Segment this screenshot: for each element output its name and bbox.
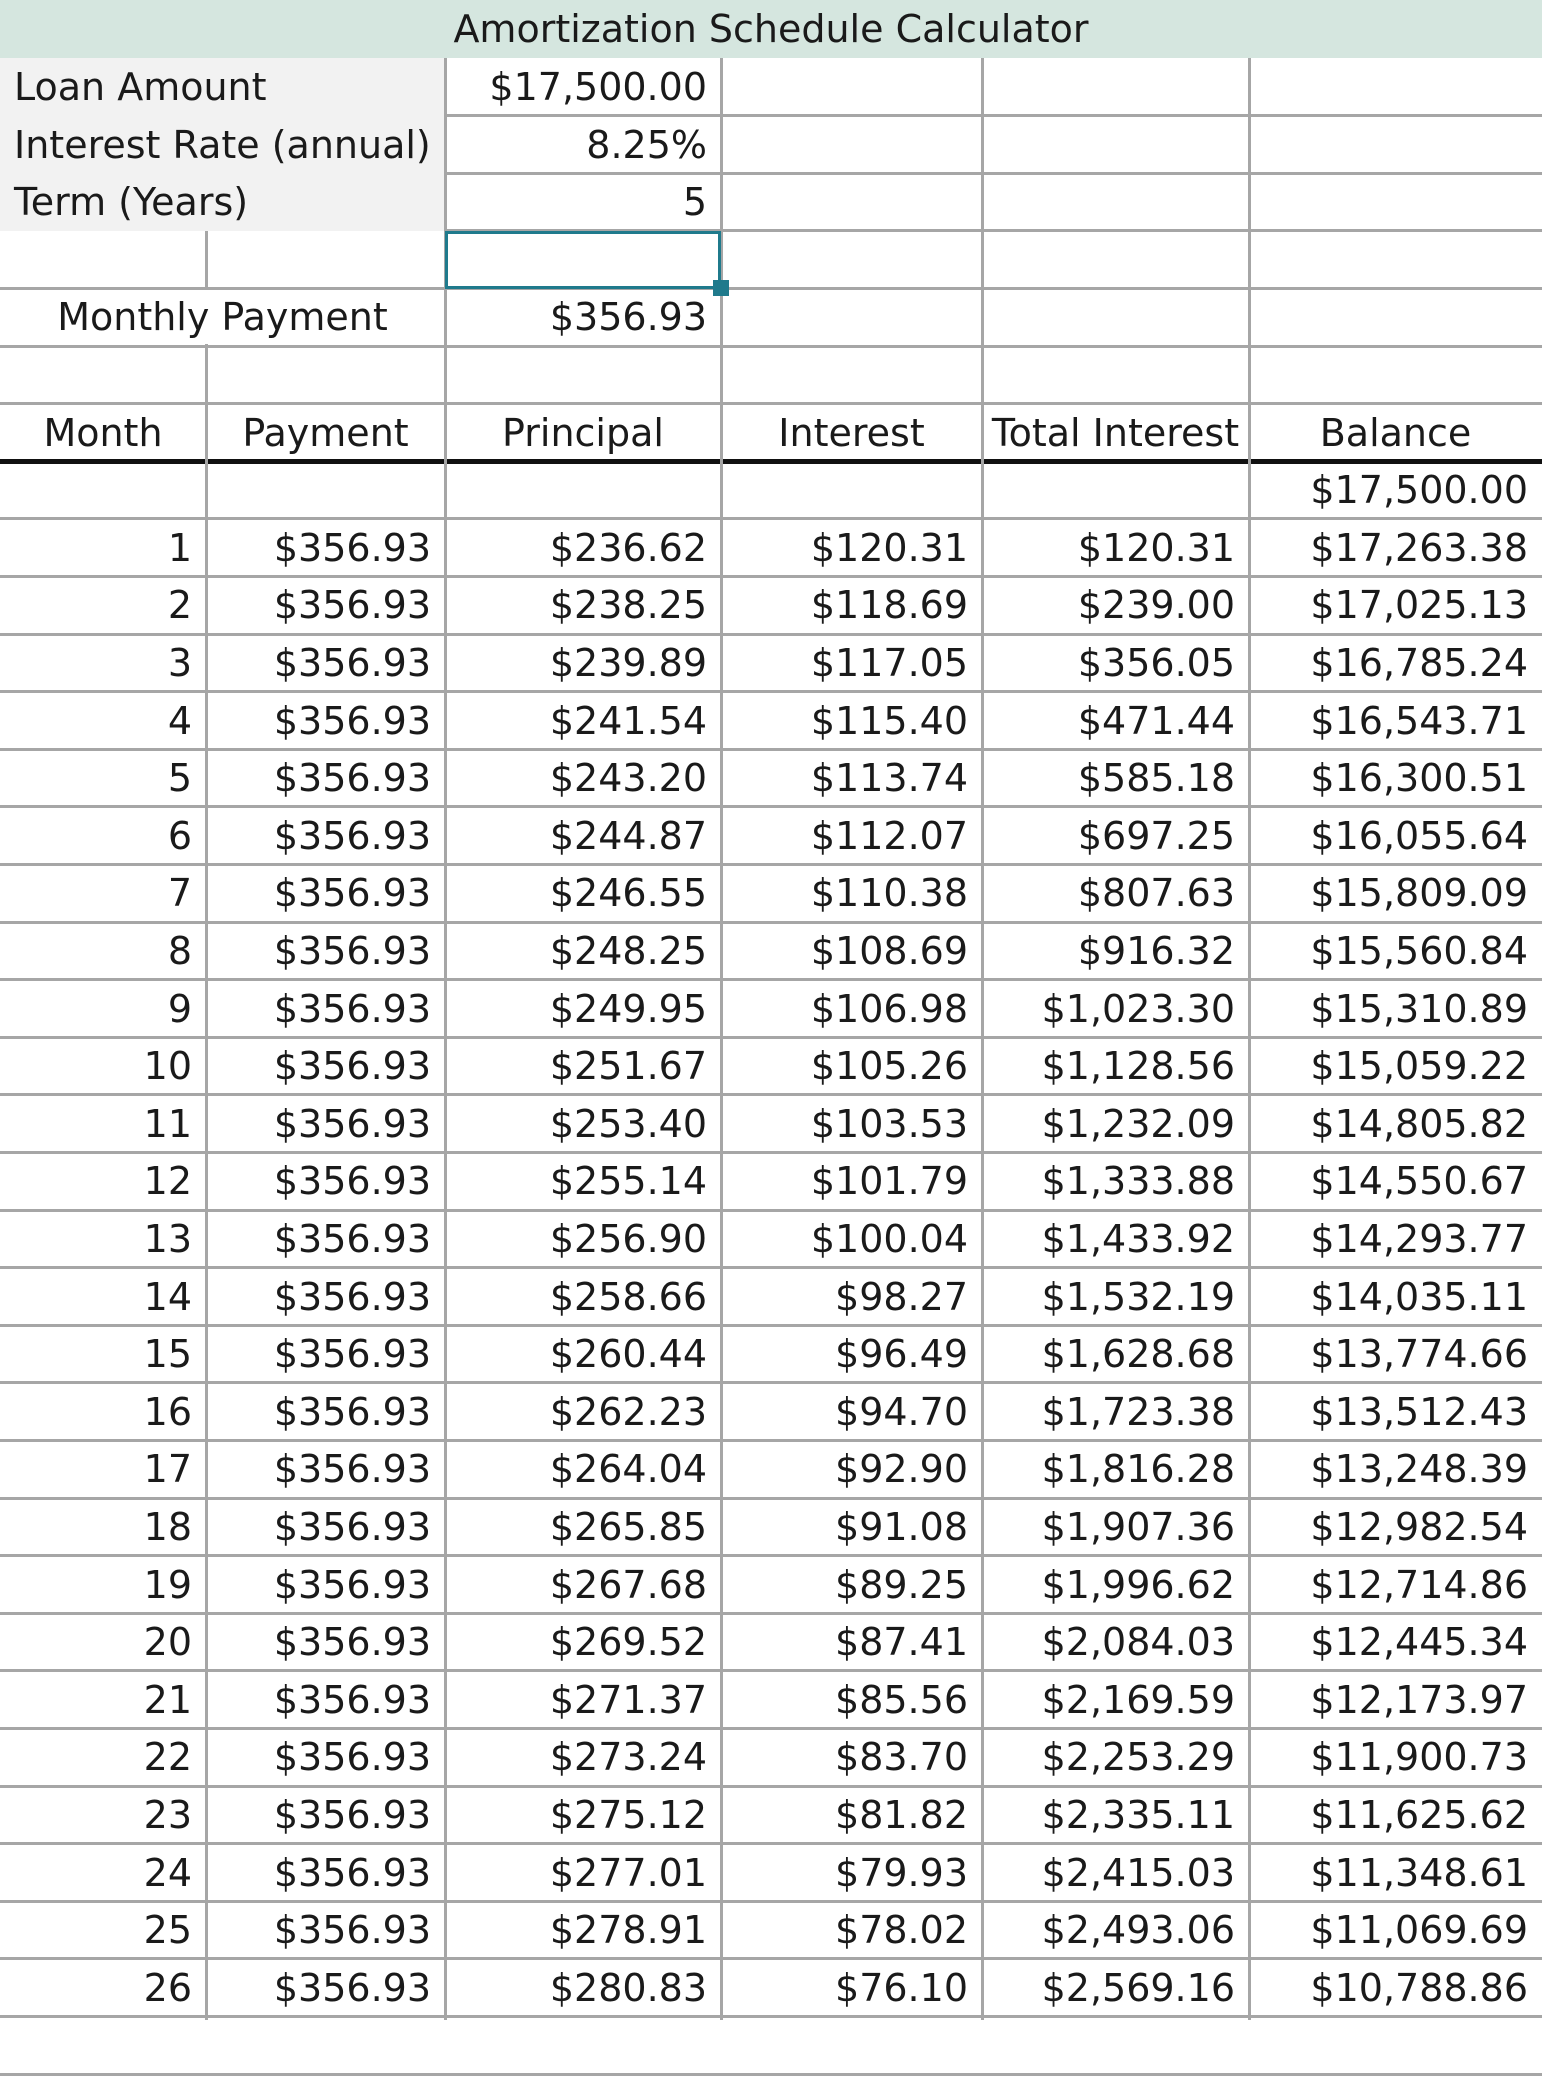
principal-cell[interactable]: $249.95 xyxy=(549,986,707,1031)
balance-cell[interactable]: $13,774.66 xyxy=(1310,1332,1528,1377)
interest-cell[interactable]: $78.02 xyxy=(835,1908,968,1953)
interest-cell[interactable]: $98.27 xyxy=(835,1274,968,1319)
total-interest-cell[interactable]: $356.05 xyxy=(1077,641,1235,685)
payment-cell[interactable]: $356.93 xyxy=(273,756,431,801)
balance-cell[interactable]: $11,069.69 xyxy=(1310,1908,1528,1953)
starting-balance-cell[interactable]: $17,500.00 xyxy=(1310,468,1528,513)
interest-cell[interactable]: $79.93 xyxy=(835,1850,968,1895)
interest-cell[interactable]: $103.53 xyxy=(810,1101,968,1146)
monthly-payment-label: Monthly Payment xyxy=(57,295,388,340)
balance-cell[interactable]: $12,714.86 xyxy=(1310,1562,1528,1607)
month-cell[interactable]: 9 xyxy=(167,986,192,1031)
principal-cell[interactable]: $278.91 xyxy=(549,1908,707,1953)
total-interest-cell[interactable]: $1,628.68 xyxy=(1041,1332,1235,1377)
sheet-title[interactable]: Amortization Schedule Calculator xyxy=(453,7,1089,51)
total-interest-cell[interactable]: $1,433.92 xyxy=(1041,1217,1235,1261)
month-cell[interactable]: 17 xyxy=(143,1447,192,1492)
total-interest-cell[interactable]: $2,493.06 xyxy=(1041,1908,1235,1953)
title-bar xyxy=(0,0,1542,58)
interest-cell[interactable]: $115.40 xyxy=(810,698,968,743)
monthly-payment-value[interactable]: $356.93 xyxy=(549,295,707,340)
interest-cell[interactable]: $110.38 xyxy=(810,871,968,916)
principal-cell[interactable]: $239.89 xyxy=(549,641,707,685)
month-cell[interactable]: 22 xyxy=(143,1735,192,1780)
payment-cell[interactable]: $356.93 xyxy=(273,871,431,916)
balance-cell[interactable]: $11,625.62 xyxy=(1310,1793,1528,1837)
month-cell[interactable]: 14 xyxy=(143,1274,192,1319)
payment-cell[interactable]: $356.93 xyxy=(273,1965,431,2010)
interest-cell[interactable]: $76.10 xyxy=(835,1965,968,2010)
total-interest-cell[interactable]: $1,907.36 xyxy=(1041,1505,1235,1549)
balance-cell[interactable]: $16,543.71 xyxy=(1310,698,1528,743)
balance-cell[interactable]: $14,805.82 xyxy=(1310,1101,1528,1146)
month-cell[interactable]: 16 xyxy=(143,1389,192,1434)
balance-cell[interactable]: $17,263.38 xyxy=(1310,525,1528,570)
payment-cell[interactable]: $356.93 xyxy=(273,1274,431,1319)
interest-cell[interactable]: $117.05 xyxy=(810,641,968,685)
total-interest-cell[interactable]: $1,532.19 xyxy=(1041,1274,1235,1319)
principal-cell[interactable]: $277.01 xyxy=(549,1850,707,1895)
balance-cell[interactable]: $16,785.24 xyxy=(1310,641,1528,685)
balance-cell[interactable]: $15,560.84 xyxy=(1310,929,1528,973)
balance-cell[interactable]: $15,809.09 xyxy=(1310,871,1528,916)
principal-cell[interactable]: $241.54 xyxy=(549,698,707,743)
selected-cell[interactable] xyxy=(445,231,721,290)
input-value-cell[interactable]: 5 xyxy=(682,180,707,225)
payment-cell[interactable]: $356.93 xyxy=(273,1793,431,1837)
balance-cell[interactable]: $14,550.67 xyxy=(1310,1159,1528,1204)
principal-cell[interactable]: $271.37 xyxy=(549,1677,707,1722)
total-interest-cell[interactable]: $1,816.28 xyxy=(1041,1447,1235,1492)
total-interest-cell[interactable]: $2,169.59 xyxy=(1041,1677,1235,1722)
principal-cell[interactable]: $267.68 xyxy=(549,1562,707,1607)
principal-cell[interactable]: $275.12 xyxy=(549,1793,707,1837)
interest-cell[interactable]: $101.79 xyxy=(810,1159,968,1204)
total-interest-cell[interactable]: $2,253.29 xyxy=(1041,1735,1235,1780)
balance-cell[interactable]: $12,173.97 xyxy=(1310,1677,1528,1722)
payment-cell[interactable]: $356.93 xyxy=(273,1620,431,1665)
gridline-row xyxy=(0,2073,1542,2076)
interest-cell[interactable]: $92.90 xyxy=(835,1447,968,1492)
total-interest-cell[interactable]: $807.63 xyxy=(1077,871,1235,916)
input-label: Term (Years) xyxy=(14,180,249,225)
interest-cell[interactable]: $91.08 xyxy=(835,1505,968,1549)
balance-cell[interactable]: $10,788.86 xyxy=(1310,1965,1528,2010)
balance-cell[interactable]: $14,293.77 xyxy=(1310,1217,1528,1261)
balance-cell[interactable]: $15,059.22 xyxy=(1310,1044,1528,1089)
payment-cell[interactable]: $356.93 xyxy=(273,641,431,685)
payment-cell[interactable]: $356.93 xyxy=(273,1735,431,1780)
total-interest-cell[interactable]: $2,415.03 xyxy=(1041,1850,1235,1895)
month-cell[interactable]: 12 xyxy=(143,1159,192,1204)
interest-cell[interactable]: $108.69 xyxy=(810,929,968,973)
payment-cell[interactable]: $356.93 xyxy=(273,1389,431,1434)
balance-cell[interactable]: $11,348.61 xyxy=(1310,1850,1528,1895)
principal-cell[interactable]: $262.23 xyxy=(549,1389,707,1434)
payment-cell[interactable]: $356.93 xyxy=(273,525,431,570)
payment-cell[interactable]: $356.93 xyxy=(273,583,431,628)
payment-cell[interactable]: $356.93 xyxy=(273,1562,431,1607)
principal-cell[interactable]: $251.67 xyxy=(549,1044,707,1089)
principal-cell[interactable]: $238.25 xyxy=(549,583,707,628)
balance-cell[interactable]: $16,055.64 xyxy=(1310,813,1528,858)
input-label: Loan Amount xyxy=(14,65,267,109)
payment-cell[interactable]: $356.93 xyxy=(273,1908,431,1953)
month-cell[interactable]: 10 xyxy=(143,1044,192,1089)
payment-cell[interactable]: $356.93 xyxy=(273,1159,431,1204)
month-cell[interactable]: 15 xyxy=(143,1332,192,1377)
month-cell[interactable]: 13 xyxy=(143,1217,192,1261)
interest-cell[interactable]: $87.41 xyxy=(835,1620,968,1665)
total-interest-cell[interactable]: $1,723.38 xyxy=(1041,1389,1235,1434)
total-interest-cell[interactable]: $471.44 xyxy=(1077,698,1235,743)
column-header[interactable]: Total Interest xyxy=(991,410,1240,455)
payment-cell[interactable]: $356.93 xyxy=(273,1332,431,1377)
input-value-cell[interactable]: 8.25% xyxy=(586,122,707,167)
principal-cell[interactable]: $260.44 xyxy=(549,1332,707,1377)
payment-cell[interactable]: $356.93 xyxy=(273,1217,431,1261)
month-cell[interactable]: 23 xyxy=(143,1793,192,1837)
balance-cell[interactable]: $15,310.89 xyxy=(1310,986,1528,1031)
balance-cell[interactable]: $11,900.73 xyxy=(1310,1735,1528,1780)
principal-cell[interactable]: $264.04 xyxy=(549,1447,707,1492)
column-header[interactable]: Month xyxy=(43,410,163,455)
principal-cell[interactable]: $236.62 xyxy=(549,525,707,570)
total-interest-cell[interactable]: $2,569.16 xyxy=(1041,1965,1235,2010)
month-cell[interactable]: 5 xyxy=(167,756,192,801)
total-interest-cell[interactable]: $1,023.30 xyxy=(1041,986,1235,1031)
principal-cell[interactable]: $269.52 xyxy=(549,1620,707,1665)
total-interest-cell[interactable]: $585.18 xyxy=(1077,756,1235,801)
month-cell[interactable]: 18 xyxy=(143,1505,192,1549)
interest-cell[interactable]: $106.98 xyxy=(810,986,968,1031)
principal-cell[interactable]: $265.85 xyxy=(549,1505,707,1549)
interest-cell[interactable]: $96.49 xyxy=(835,1332,968,1377)
input-label: Interest Rate (annual) xyxy=(14,122,431,167)
interest-cell[interactable]: $120.31 xyxy=(810,525,968,570)
total-interest-cell[interactable]: $1,333.88 xyxy=(1041,1159,1235,1204)
month-cell[interactable]: 26 xyxy=(143,1965,192,2010)
month-cell[interactable]: 8 xyxy=(167,929,192,973)
principal-cell[interactable]: $246.55 xyxy=(549,871,707,916)
interest-cell[interactable]: $105.26 xyxy=(810,1044,968,1089)
payment-cell[interactable]: $356.93 xyxy=(273,986,431,1031)
column-header[interactable]: Principal xyxy=(502,410,664,455)
interest-cell[interactable]: $81.82 xyxy=(835,1793,968,1837)
column-header[interactable]: Balance xyxy=(1319,410,1472,455)
month-cell[interactable]: 20 xyxy=(143,1620,192,1665)
principal-cell[interactable]: $280.83 xyxy=(549,1965,707,2010)
balance-cell[interactable]: $13,248.39 xyxy=(1310,1447,1528,1492)
column-header[interactable]: Interest xyxy=(778,410,925,455)
payment-cell[interactable]: $356.93 xyxy=(273,1677,431,1722)
input-value-cell[interactable]: $17,500.00 xyxy=(489,65,707,109)
balance-cell[interactable]: $16,300.51 xyxy=(1310,756,1528,801)
interest-cell[interactable]: $113.74 xyxy=(810,756,968,801)
principal-cell[interactable]: $255.14 xyxy=(549,1159,707,1204)
month-cell[interactable]: 3 xyxy=(167,641,192,685)
interest-cell[interactable]: $100.04 xyxy=(810,1217,968,1261)
total-interest-cell[interactable]: $2,335.11 xyxy=(1041,1793,1235,1837)
month-cell[interactable]: 1 xyxy=(167,525,192,570)
interest-cell[interactable]: $89.25 xyxy=(835,1562,968,1607)
payment-cell[interactable]: $356.93 xyxy=(273,1850,431,1895)
balance-cell[interactable]: $14,035.11 xyxy=(1310,1274,1528,1319)
month-cell[interactable]: 7 xyxy=(167,871,192,916)
total-interest-cell[interactable]: $120.31 xyxy=(1077,525,1235,570)
month-cell[interactable]: 11 xyxy=(143,1101,192,1146)
column-header[interactable]: Payment xyxy=(242,410,409,455)
total-interest-cell[interactable]: $1,232.09 xyxy=(1041,1101,1235,1146)
payment-cell[interactable]: $356.93 xyxy=(273,698,431,743)
principal-cell[interactable]: $273.24 xyxy=(549,1735,707,1780)
balance-cell[interactable]: $12,982.54 xyxy=(1310,1505,1528,1549)
payment-cell[interactable]: $356.93 xyxy=(273,1101,431,1146)
interest-cell[interactable]: $85.56 xyxy=(835,1677,968,1722)
total-interest-cell[interactable]: $2,084.03 xyxy=(1041,1620,1235,1665)
month-cell[interactable]: 2 xyxy=(167,583,192,628)
interest-cell[interactable]: $112.07 xyxy=(810,813,968,858)
month-cell[interactable]: 25 xyxy=(143,1908,192,1953)
principal-cell[interactable]: $258.66 xyxy=(549,1274,707,1319)
month-cell[interactable]: 24 xyxy=(143,1850,192,1895)
principal-cell[interactable]: $244.87 xyxy=(549,813,707,858)
interest-cell[interactable]: $118.69 xyxy=(810,583,968,628)
month-cell[interactable]: 19 xyxy=(143,1562,192,1607)
payment-cell[interactable]: $356.93 xyxy=(273,1447,431,1492)
interest-cell[interactable]: $94.70 xyxy=(835,1389,968,1434)
interest-cell[interactable]: $83.70 xyxy=(835,1735,968,1780)
principal-cell[interactable]: $253.40 xyxy=(549,1101,707,1146)
total-interest-cell[interactable]: $239.00 xyxy=(1077,583,1235,628)
principal-cell[interactable]: $256.90 xyxy=(549,1217,707,1261)
balance-cell[interactable]: $13,512.43 xyxy=(1310,1389,1528,1434)
balance-cell[interactable]: $17,025.13 xyxy=(1310,583,1528,628)
payment-cell[interactable]: $356.93 xyxy=(273,929,431,973)
total-interest-cell[interactable]: $1,996.62 xyxy=(1041,1562,1235,1607)
payment-cell[interactable]: $356.93 xyxy=(273,1505,431,1549)
month-cell[interactable]: 21 xyxy=(143,1677,192,1722)
principal-cell[interactable]: $243.20 xyxy=(549,756,707,801)
principal-cell[interactable]: $248.25 xyxy=(549,929,707,973)
total-interest-cell[interactable]: $916.32 xyxy=(1077,929,1235,973)
payment-cell[interactable]: $356.93 xyxy=(273,813,431,858)
total-interest-cell[interactable]: $697.25 xyxy=(1077,813,1235,858)
month-cell[interactable]: 6 xyxy=(167,813,192,858)
total-interest-cell[interactable]: $1,128.56 xyxy=(1041,1044,1235,1089)
payment-cell[interactable]: $356.93 xyxy=(273,1044,431,1089)
balance-cell[interactable]: $12,445.34 xyxy=(1310,1620,1528,1665)
month-cell[interactable]: 4 xyxy=(167,698,192,743)
